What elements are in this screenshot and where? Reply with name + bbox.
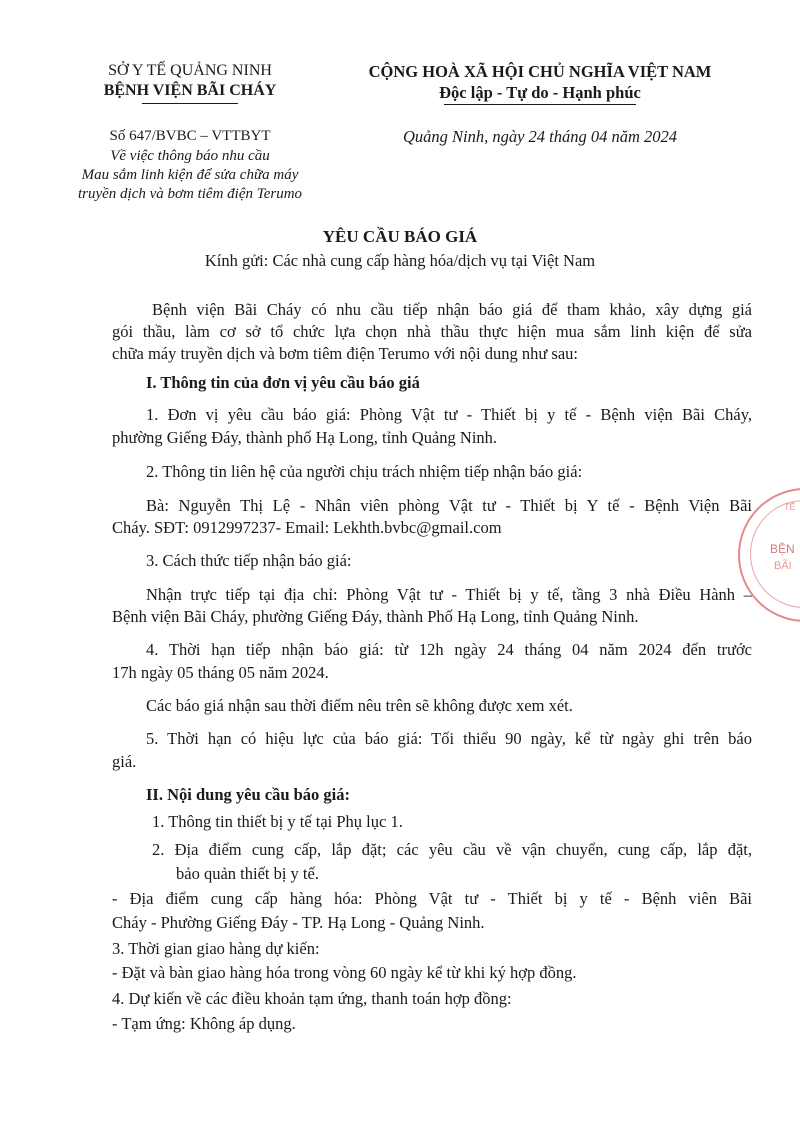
- s2-item-3: 3. Thời gian giao hàng dự kiến:: [112, 939, 320, 958]
- national-motto: Độc lập - Tự do - Hạnh phúc: [439, 83, 641, 102]
- advance-line: - Tạm ứng: Không áp dụng.: [112, 1014, 296, 1033]
- recipient-line: Kính gửi: Các nhà cung cấp hàng hóa/dịch vụ tại Việt Nam: [204, 251, 596, 270]
- place-line-2: Cháy - Phường Giếng Đáy - TP. Hạ Long - Quảng Ninh.: [112, 913, 485, 932]
- document-number: Số 647/BVBC – VTTBYT: [109, 128, 271, 144]
- hospital-name: BỆNH VIỆN BÃI CHÁY: [103, 82, 277, 99]
- s1-item-1-line-2: phường Giếng Đáy, thành phố Hạ Long, tỉnh Quảng Ninh.: [112, 428, 498, 447]
- s1-item-3: 3. Cách thức tiếp nhận báo giá:: [146, 551, 352, 570]
- header-left-rule: [142, 103, 238, 104]
- page-title: YÊU CẦU BÁO GIÁ: [322, 227, 478, 246]
- delivery-line: - Đặt và bàn giao hàng hóa trong vòng 60 ngày kể từ khi ký hợp đồng.: [112, 963, 577, 982]
- subject-line-2: Mau sắm linh kiện để sửa chữa máy: [81, 167, 299, 183]
- stamp-text-line-1: BỆN: [770, 542, 795, 556]
- s1-item-5-line-2: giá.: [112, 752, 137, 771]
- nation-name: CỘNG HOÀ XÃ HỘI CHỦ NGHĨA VIỆT NAM: [368, 62, 712, 81]
- section-2-heading: II. Nội dung yêu cầu báo giá:: [146, 785, 351, 804]
- agency-name: SỞ Y TẾ QUẢNG NINH: [108, 62, 272, 79]
- s1-item-2: 2. Thông tin liên hệ của người chịu trách nhiệm tiếp nhận báo giá:: [146, 462, 583, 481]
- subject-line-3: truyền dịch và bơm tiêm điện Terumo: [77, 186, 303, 202]
- section-1-heading: I. Thông tin của đơn vị yêu cầu báo giá: [146, 373, 420, 392]
- s2-item-2-line-1: 2. Địa điểm cung cấp, lắp đặt; các yêu cầu về vận chuyển, cung cấp, lắp đặt,: [152, 840, 752, 859]
- late-note: Các báo giá nhận sau thời điểm nêu trên sẽ không được xem xét.: [146, 696, 573, 715]
- stamp-text-top: TẾ: [784, 502, 796, 512]
- s2-item-1: 1. Thông tin thiết bị y tế tại Phụ lục 1.: [152, 812, 403, 831]
- subject-line-1: Về việc thông báo nhu cầu: [110, 148, 270, 164]
- receive-line-2: Bệnh viện Bãi Cháy, phường Giếng Đáy, thành Phố Hạ Long, tỉnh Quảng Ninh.: [112, 607, 639, 626]
- s2-item-2-line-2: bảo quản thiết bị y tế.: [176, 864, 319, 883]
- s1-item-1-line-1: 1. Đơn vị yêu cầu báo giá: Phòng Vật tư - Thiết bị y tế - Bệnh viện Bãi Cháy,: [146, 405, 752, 424]
- contact-line-1: Bà: Nguyễn Thị Lệ - Nhân viên phòng Vật tư - Thiết bị Y tế - Bệnh Viện Bãi: [146, 496, 752, 515]
- contact-line-2: Cháy. SĐT: 0912997237- Email: Lekhth.bvbc@gmail.com: [112, 518, 502, 537]
- document-date: Quảng Ninh, ngày 24 tháng 04 năm 2024: [402, 127, 678, 146]
- intro-line-1: Bệnh viện Bãi Cháy có nhu cầu tiếp nhận báo giá để tham khảo, xây dựng giá: [152, 300, 752, 319]
- intro-line-2: gói thầu, làm cơ sở tổ chức lựa chọn nhà thầu thực hiện mua sắm linh kiện để sửa: [112, 322, 752, 341]
- place-line-1: - Địa điểm cung cấp hàng hóa: Phòng Vật tư - Thiết bị y tế - Bệnh viên Bãi: [112, 889, 752, 908]
- s1-item-4-line-2: 17h ngày 05 tháng 05 năm 2024.: [112, 663, 329, 682]
- receive-line-1: Nhận trực tiếp tại địa chỉ: Phòng Vật tư - Thiết bị y tế, tầng 3 nhà Điều Hành –: [146, 585, 752, 604]
- s1-item-5-line-1: 5. Thời hạn có hiệu lực của báo giá: Tối thiểu 90 ngày, kể từ ngày ghi trên báo: [146, 729, 752, 748]
- s2-item-4: 4. Dự kiến về các điều khoản tạm ứng, thanh toán hợp đồng:: [112, 989, 512, 1008]
- stamp-text-line-2: BÃI: [774, 560, 792, 572]
- header-right-rule: [444, 104, 636, 105]
- intro-line-3: chữa máy truyền dịch và bơm tiêm điện Terumo với nội dung như sau:: [112, 344, 578, 363]
- s1-item-4-line-1: 4. Thời hạn tiếp nhận báo giá: từ 12h ngày 24 tháng 04 năm 2024 đến trước: [146, 640, 752, 659]
